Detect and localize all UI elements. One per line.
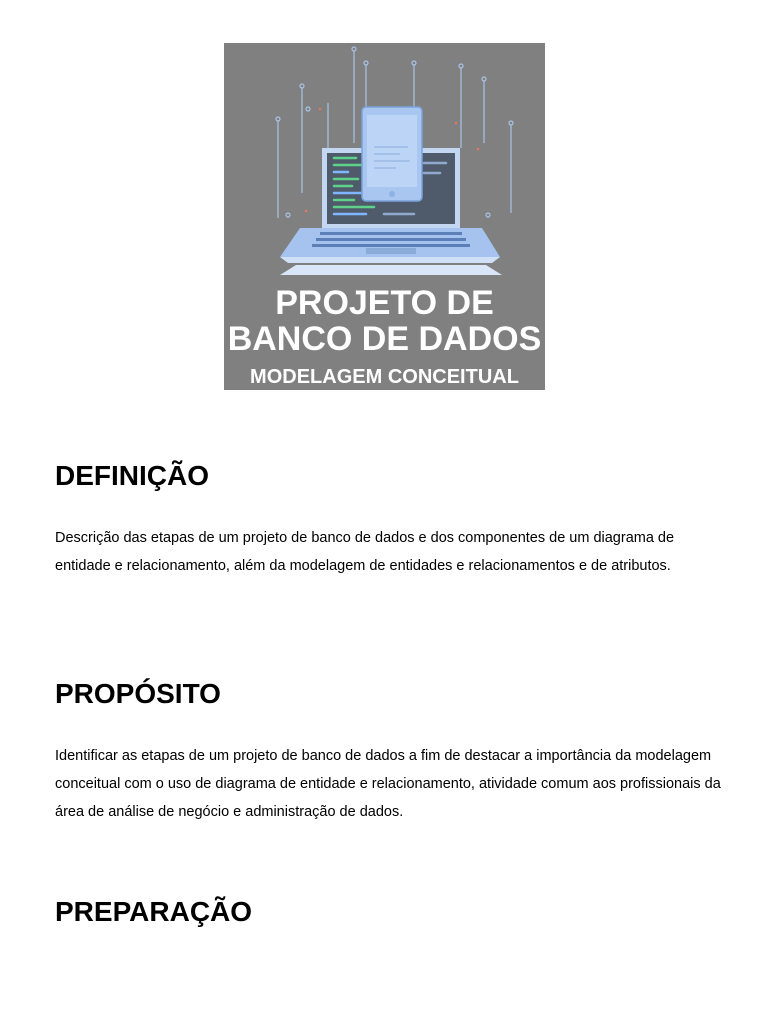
section-text-definicao: Descrição das etapas de um projeto de banco de dados e dos componentes de um diagrama de entidade e relacionamento, além da modelagem de entidades e relacionamentos e de atributos. [55,530,675,574]
section-heading-definicao: DEFINIÇÃO [55,460,209,491]
cover-subtitle: MODELAGEM CONCEITUAL [250,366,519,388]
cover-image [224,43,545,390]
section-heading-preparacao: PREPARAÇÃO [55,896,253,927]
laptop-phone-icon [224,43,545,283]
cover-title-line2: BANCO DE DADOS [227,320,542,358]
section-heading-proposito: PROPÓSITO [55,678,221,709]
section-text-proposito: Identificar as etapas de um projeto de banco de dados a fim de destacar a importância da modelagem conceitual com o uso de diagrama de entidade e relacionamento, atividade comum aos profissionais da área de análise de negócio e administração de dados. [55,748,721,820]
cover-title-line1: PROJETO DE [275,284,494,322]
